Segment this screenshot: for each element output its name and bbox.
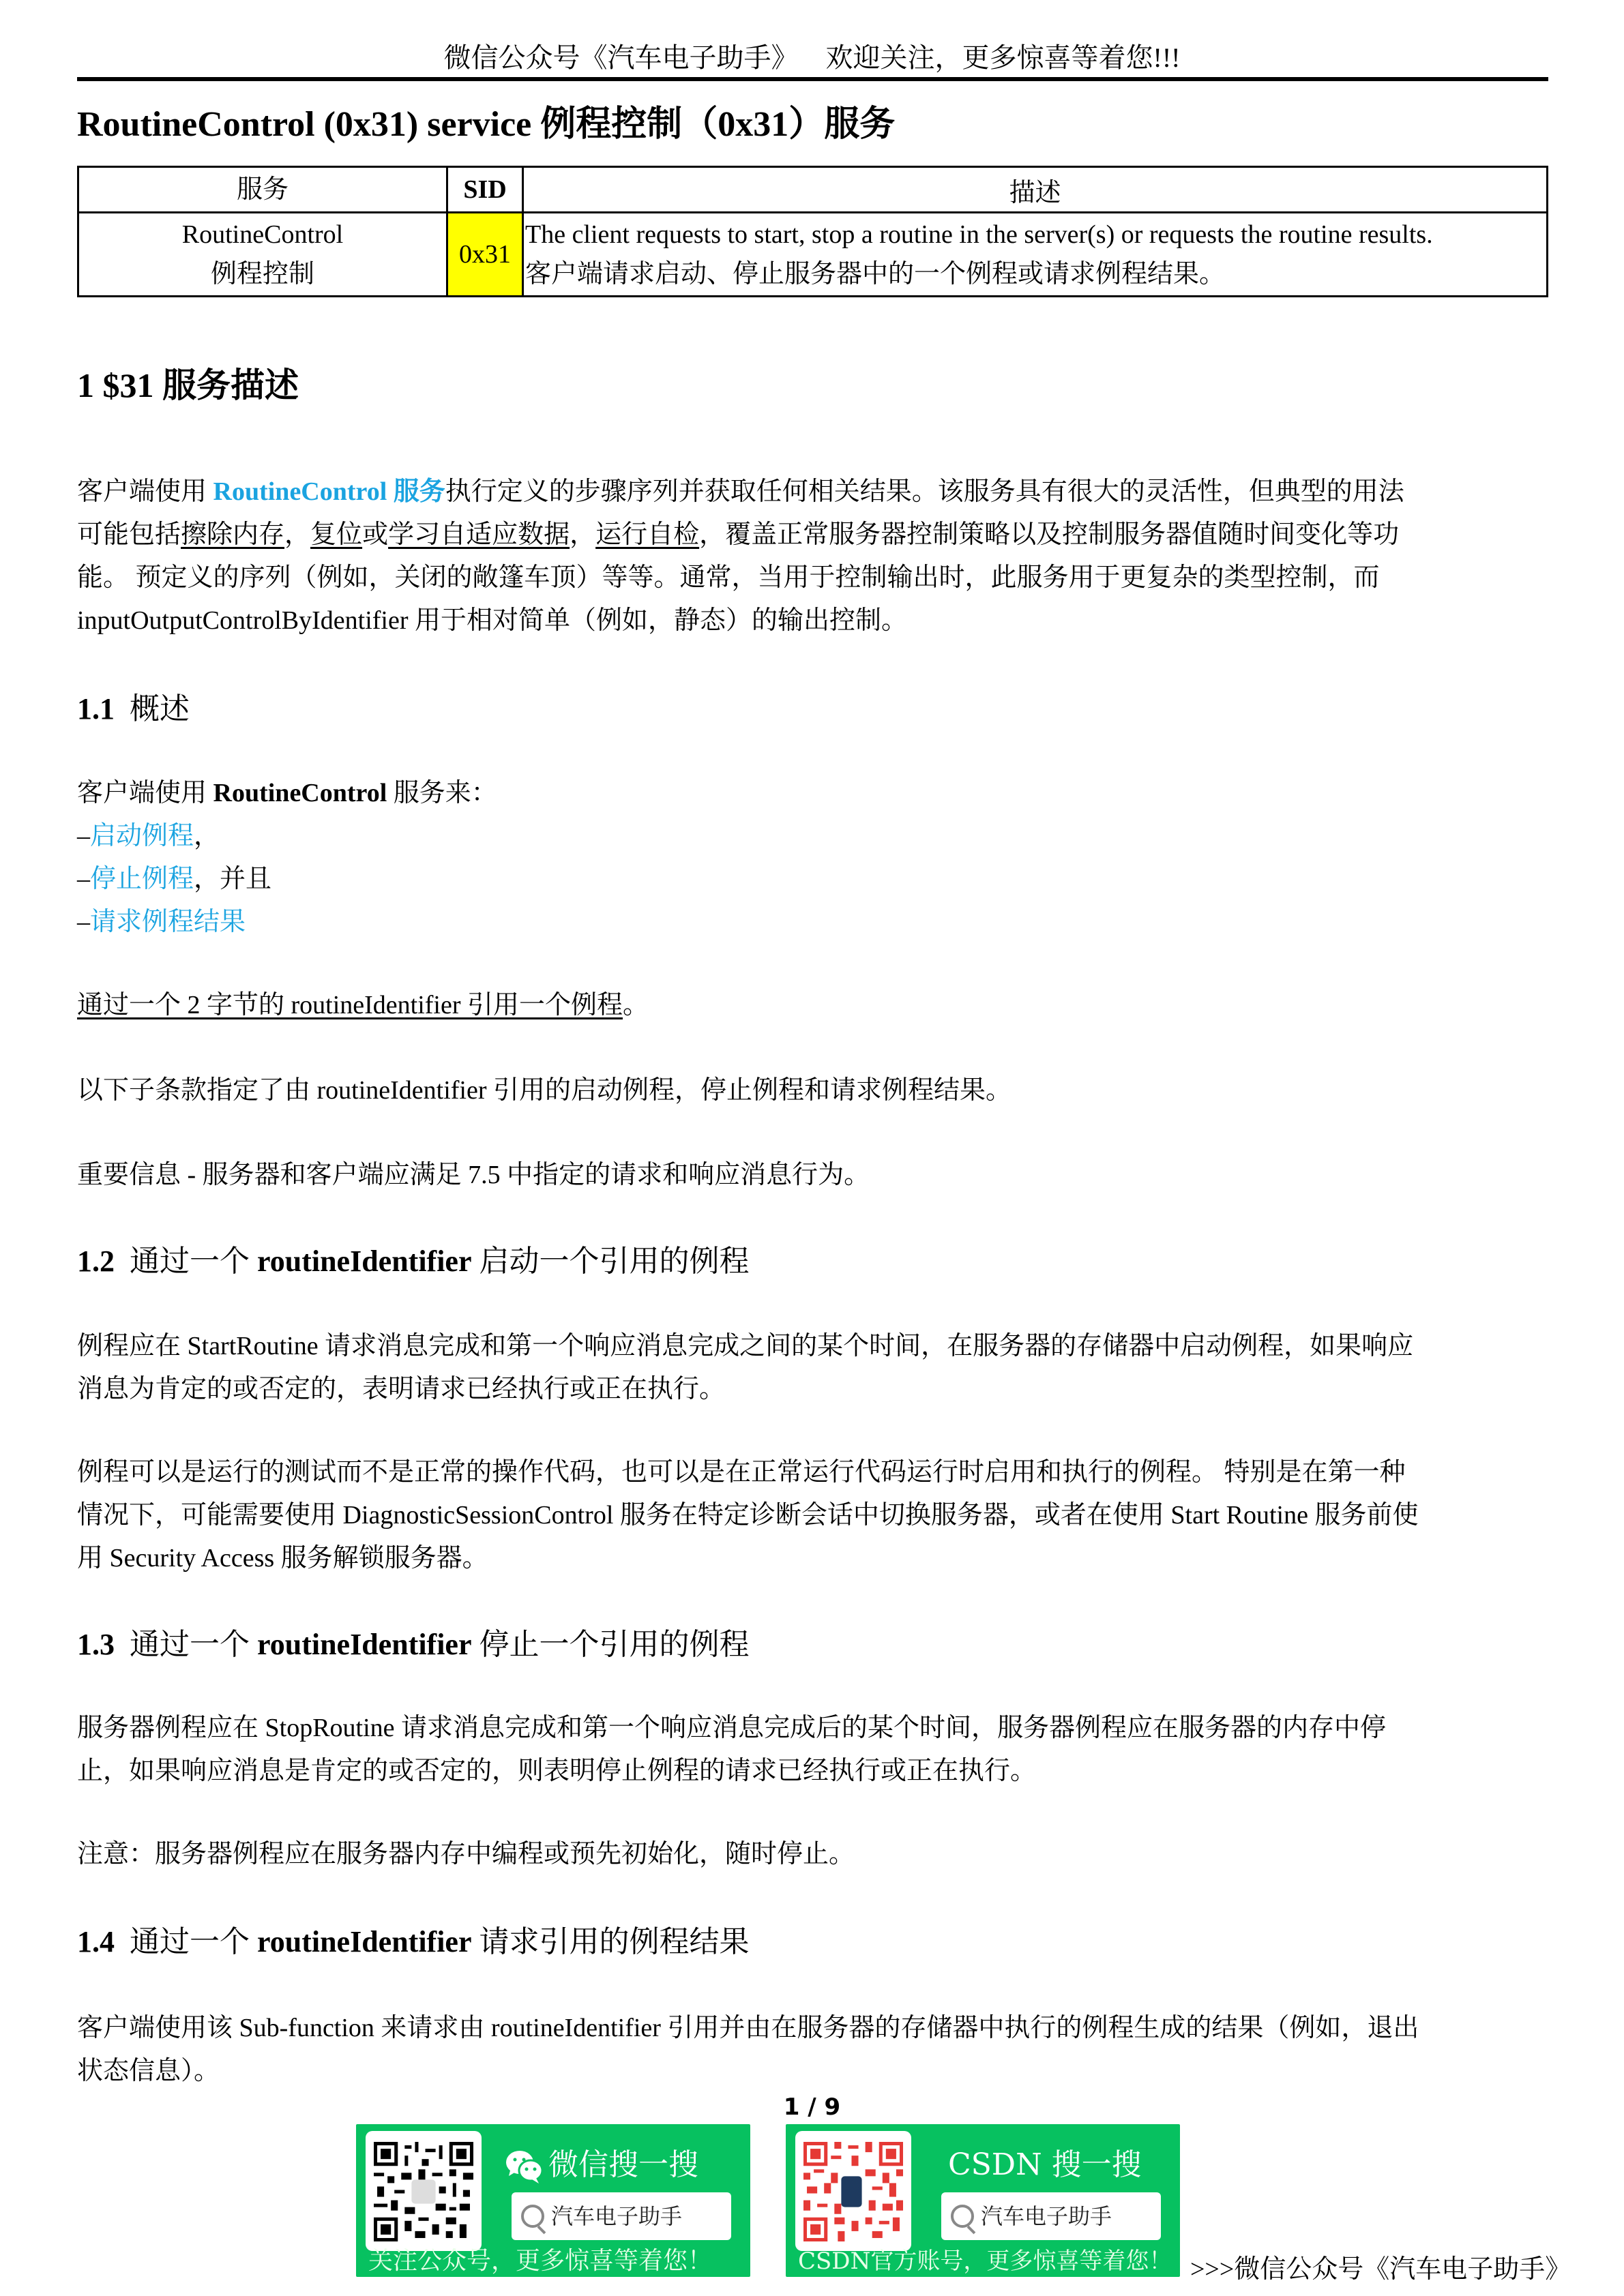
stop-routine-link[interactable]: 停止例程 [90,865,194,893]
page-header-banner: 微信公众号《汽车电子助手》 欢迎关注，更多惊喜等着您!!! [443,42,1181,73]
footer-wechat-account: >>>微信公众号《汽车电子助手》 [1190,2255,1571,2284]
header-rule [77,77,1548,81]
para-line [77,513,1548,556]
request-results-link[interactable]: 请求例程结果 [90,908,246,936]
csdn-search-banner[interactable] [786,2124,1180,2277]
section-1-3-note [77,1833,1548,1876]
para-line: 消息为肯定的或否定的，表明请求已经执行或正在执行。 [77,1375,726,1403]
para-line: 重要信息 - 服务器和客户端应满足 7.5 中指定的请求和响应消息行为。 [77,1161,870,1189]
self-test-term: 运行自检 [595,520,700,549]
header-service: 服务 [78,167,447,213]
section-1-2-paragraph-2 [77,1451,1548,1580]
para-line: 例程应在 StartRoutine 请求消息完成和第一个响应消息完成之间的某个时间，在服务器的存储器中启动例程，如果响应 [77,1332,1414,1360]
heading-text: 通过一个 [130,1925,257,1958]
heading-number: 1.2 [77,1244,115,1278]
description-en: The client requests to start, stop a routine in the server(s) or requests the routine results. [525,220,1433,249]
section-1-3-paragraph-1 [77,1707,1548,1793]
csdn-qr-container [795,2131,911,2251]
csdn-search-box[interactable] [941,2192,1161,2240]
service-table [77,166,1548,297]
para-line: 情况下，可能需要使用 DiagnosticSessionControl 服务在特定诊断会话中切换服务器，或者在使用 Start Routine 服务前使 [77,1501,1419,1530]
list-item [77,858,1548,901]
heading-term: routineIdentifier [257,1244,472,1278]
para-line: 服务器例程应在 StopRoutine 请求消息完成和第一个响应消息完成后的某个时间，服务器例程应在服务器的内存中停 [77,1714,1387,1742]
important-info-paragraph [77,1154,1548,1197]
dash: – [77,865,90,893]
dash: – [77,822,90,850]
heading-term: routineIdentifier [257,1628,472,1661]
text: ， [284,520,311,549]
dash: – [77,908,90,936]
para-line: 以下子条款指定了由 routineIdentifier 引用的启动例程，停止例程和请求例程结果。 [77,1076,1012,1105]
description-cell [523,213,1548,297]
sid-cell: 0x31 [447,213,523,297]
section-1-3-heading [77,1623,750,1667]
para-line: 状态信息）。 [77,2057,220,2085]
section-1-4-paragraph [77,2007,1548,2093]
heading-text: 启动一个引用的例程 [471,1244,750,1278]
section-1-2-heading [77,1240,750,1283]
search-icon [951,2205,974,2228]
text: ，并且 [194,865,272,893]
table-row [78,213,1548,297]
heading-text: 请求引用的例程结果 [471,1925,750,1958]
para-line [77,471,1548,513]
header-sid: SID [447,167,523,213]
text: 客户端使用 [77,779,213,807]
heading-number: 1.3 [77,1628,115,1661]
wechat-search-banner[interactable] [356,2124,750,2277]
section-1-paragraph [77,471,1548,642]
heading-text: 通过一个 [130,1628,257,1661]
para-line: 能。 预定义的序列（例如，关闭的敞篷车顶）等等。通常，当用于控制输出时，此服务用于更复杂的类型控制，而 [77,563,1380,592]
text: 或 [362,520,389,549]
header-description: 描述 [523,167,1548,213]
para-line: 用 Security Access 服务解锁服务器。 [77,1544,488,1572]
heading-text: 概述 [130,692,190,726]
start-routine-link[interactable]: 启动例程 [90,822,194,850]
section-1-2-paragraph-1 [77,1325,1548,1411]
csdn-banner-caption: CSDN官方账号，更多惊喜等着您！ [798,2248,1172,2275]
routine-identifier-note [77,984,1548,1027]
text: 客户端使用 [77,477,213,506]
text: 服务来： [387,779,497,807]
qr-code-icon [803,2142,903,2241]
csdn-search-title: CSDN 搜一搜 [948,2147,1142,2182]
section-1-1-intro [77,772,1548,944]
section-1-heading: 1 $31 服务描述 [77,366,299,404]
text: 可能包括 [77,520,181,549]
list-item [77,815,1548,858]
service-name-cell [78,213,447,297]
section-1-1-heading [77,687,190,731]
service-name-en: RoutineControl [181,220,344,249]
heading-text: 通过一个 [130,1244,257,1278]
para-line: inputOutputControlByIdentifier 用于相对简单（例如，静态）的输出控制。 [77,606,908,635]
wechat-banner-caption: 关注公众号，更多惊喜等着您！ [368,2247,713,2275]
para-line: 注意：服务器例程应在服务器内存中编程或预先初始化，随时停止。 [77,1840,855,1868]
erase-memory-term: 擦除内存 [181,520,285,549]
para-line: 例程可以是运行的测试而不是正常的操作代码，也可以是在正常运行代码运行时启用和执行的例程。 特别是在第一种 [77,1458,1406,1487]
underlined-text: 通过一个 2 字节的 routineIdentifier 引用一个例程 [77,991,623,1019]
routinecontrol-link[interactable]: RoutineControl 服务 [213,477,445,506]
qr-code-icon [374,2142,473,2241]
text: ，覆盖正常服务器控制策略以及控制服务器值随时间变化等功 [699,520,1400,549]
reset-term: 复位 [310,520,363,549]
intro-line [77,772,1548,815]
wechat-search-text: 汽车电子助手 [551,2203,683,2229]
heading-text: 停止一个引用的例程 [471,1628,750,1661]
page-number: 1 / 9 [783,2093,841,2121]
table-header-row [78,167,1548,213]
text: ， [194,822,220,850]
description-zh: 客户端请求启动、停止服务器中的一个例程或请求例程结果。 [525,260,1226,288]
text: 。 [623,991,649,1019]
csdn-search-text: 汽车电子助手 [981,2203,1112,2229]
wechat-search-box[interactable] [512,2192,731,2240]
note-line [77,984,1548,1027]
para-line: 止，如果响应消息是肯定的或否定的，则表明停止例程的请求已经执行或正在执行。 [77,1757,1037,1785]
routinecontrol-term: RoutineControl [213,779,387,807]
text: ， [570,520,596,549]
subclause-paragraph [77,1069,1548,1112]
wechat-qr-container [366,2131,482,2251]
heading-number: 1.1 [77,692,115,726]
list-item [77,901,1548,944]
section-1-4-heading [77,1920,750,1964]
wechat-logo-icon [505,2147,544,2186]
heading-term: routineIdentifier [257,1925,472,1958]
learn-adaptive-data-term: 学习自适应数据 [388,520,570,549]
search-icon [521,2205,544,2228]
page-title: RoutineControl (0x31) service 例程控制（0x31）服务 [77,105,896,144]
para-line: 客户端使用该 Sub-function 来请求由 routineIdentifier 引用并由在服务器的存储器中执行的例程生成的结果（例如，退出 [77,2014,1419,2042]
service-name-zh: 例程控制 [210,260,314,288]
text: 执行定义的步骤序列并获取任何相关结果。该服务具有很大的灵活性，但典型的用法 [445,477,1404,506]
heading-number: 1.4 [77,1925,115,1958]
wechat-search-title: 微信搜一搜 [548,2147,698,2182]
